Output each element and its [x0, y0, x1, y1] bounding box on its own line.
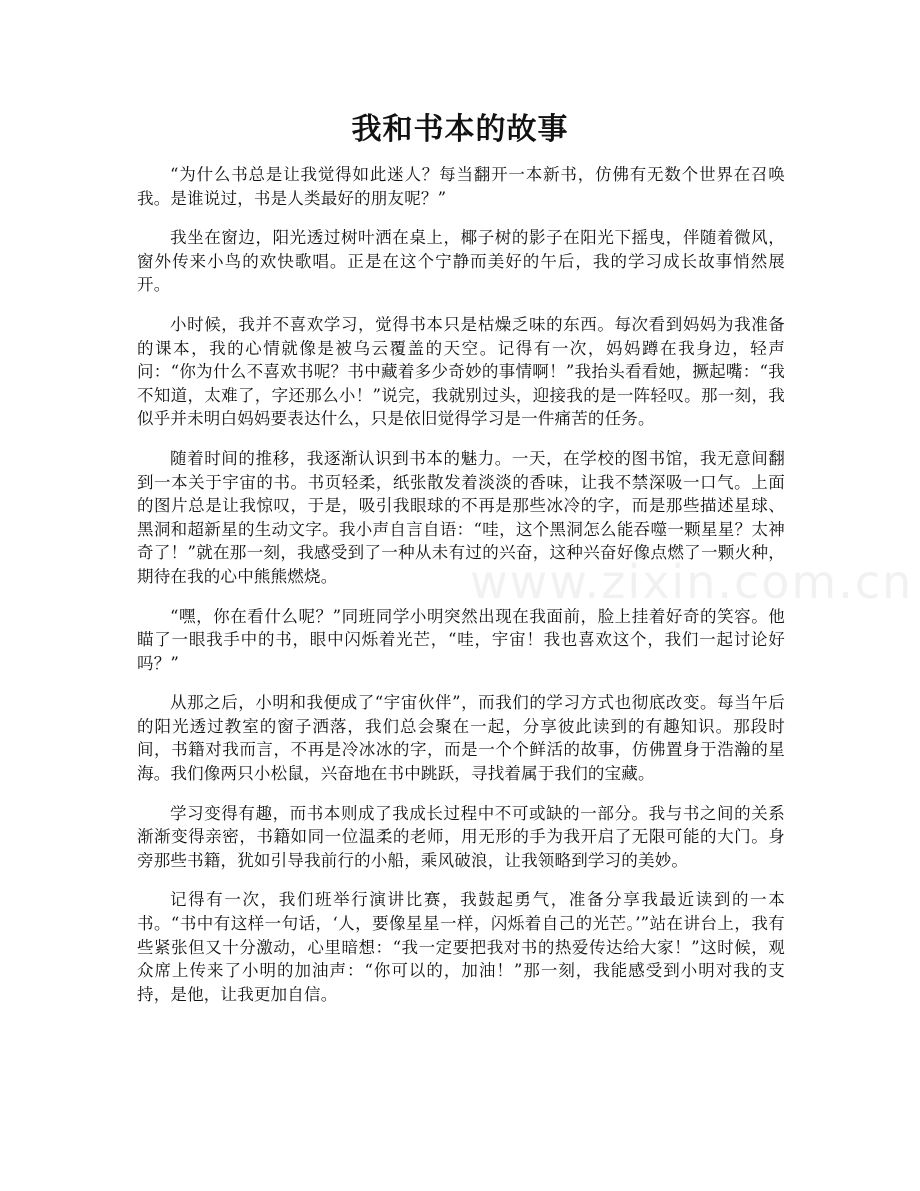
paragraph-6: 从那之后，小明和我便成了“宇宙伙伴”，而我们的学习方式也彻底改变。每当午后的阳光透过教室的窗子洒落，我们总会聚在一起，分享彼此读到的有趣知识。那段时间，书籍对我而言，不再是冷冰冰的字，而是一个个鲜活的故事，仿佛置身于浩瀚的星海。我们像两只小松鼠，兴奋地在书中跳跃，寻找着属于我们的宝藏。 [137, 693, 785, 784]
paragraph-3: 小时候，我并不喜欢学习，觉得书本只是枯燥乏味的东西。每次看到妈妈为我准备的课本，我的心情就像是被乌云覆盖的天空。记得有一次，妈妈蹲在我身边，轻声问：“你为什么不喜欢书呢？书中藏着多少奇妙的事情啊！”我抬头看看她，撅起嘴：“我不知道，太难了，字还那么小！”说完，我就别过头，迎接我的是一阵轻叹。那一刻，我似乎并未明白妈妈要表达什么，只是依旧觉得学习是一件痛苦的任务。 [137, 314, 785, 429]
document-title: 我和书本的故事 [351, 112, 569, 147]
paragraph-2: 我坐在窗边，阳光透过树叶洒在桌上，椰子树的影子在阳光下摇曳，伴随着微风，窗外传来小鸟的欢快歌唱。正是在这个宁静而美好的午后，我的学习成长故事悄然展开。 [137, 228, 785, 295]
paragraph-8: 记得有一次，我们班举行演讲比赛，我鼓起勇气，准备分享我最近读到的一本书。“书中有这样一句话，‘人，要像星星一样，闪烁着自己的光芒。’”站在讲台上，我有些紧张但又十分激动，心里暗想：“我一定要把我对书的热爱传达给大家！”这时候，观众席上传来了小明的加油声：“你可以的，加油！”那一刻，我能感受到小明对我的支持，是他，让我更加自信。 [137, 890, 785, 1004]
paragraph-5: “嘿，你在看什么呢？”同班同学小明突然出现在我面前，脸上挂着好奇的笑容。他瞄了一眼我手中的书，眼中闪烁着光芒，“哇，宇宙！我也喜欢这个，我们一起讨论好吗？” [137, 606, 785, 673]
watermark: www.zixin.com.cn [470, 555, 914, 609]
paragraph-7: 学习变得有趣，而书本则成了我成长过程中不可或缺的一部分。我与书之间的关系渐渐变得亲密，书籍如同一位温柔的老师，用无形的手为我开启了无限可能的大门。身旁那些书籍，犹如引导我前行的小船，乘风破浪，让我领略到学习的美妙。 [137, 803, 785, 870]
paragraph-1: “为什么书总是让我觉得如此迷人？每当翻开一本新书，仿佛有无数个世界在召唤我。是谁说过，书是人类最好的朋友呢？” [137, 165, 785, 208]
document-body [137, 163, 785, 1022]
paragraph-4: 随着时间的推移，我逐渐认识到书本的魅力。一天，在学校的图书馆，我无意间翻到一本关于宇宙的书。书页轻柔，纸张散发着淡淡的香味，让我不禁深吸一口气。上面的图片总是让我惊叹，于是，吸引我眼球的不再是那些冰冷的字，而是那些描述星球、黑洞和超新星的生动文字。我小声自言自语：“哇，这个黑洞怎么能吞噬一颗星星？太神奇了！”就在那一刻，我感受到了一种从未有过的兴奋，这种兴奋好像点燃了一颗火种，期待在我的心中熊熊燃烧。 [137, 448, 785, 586]
